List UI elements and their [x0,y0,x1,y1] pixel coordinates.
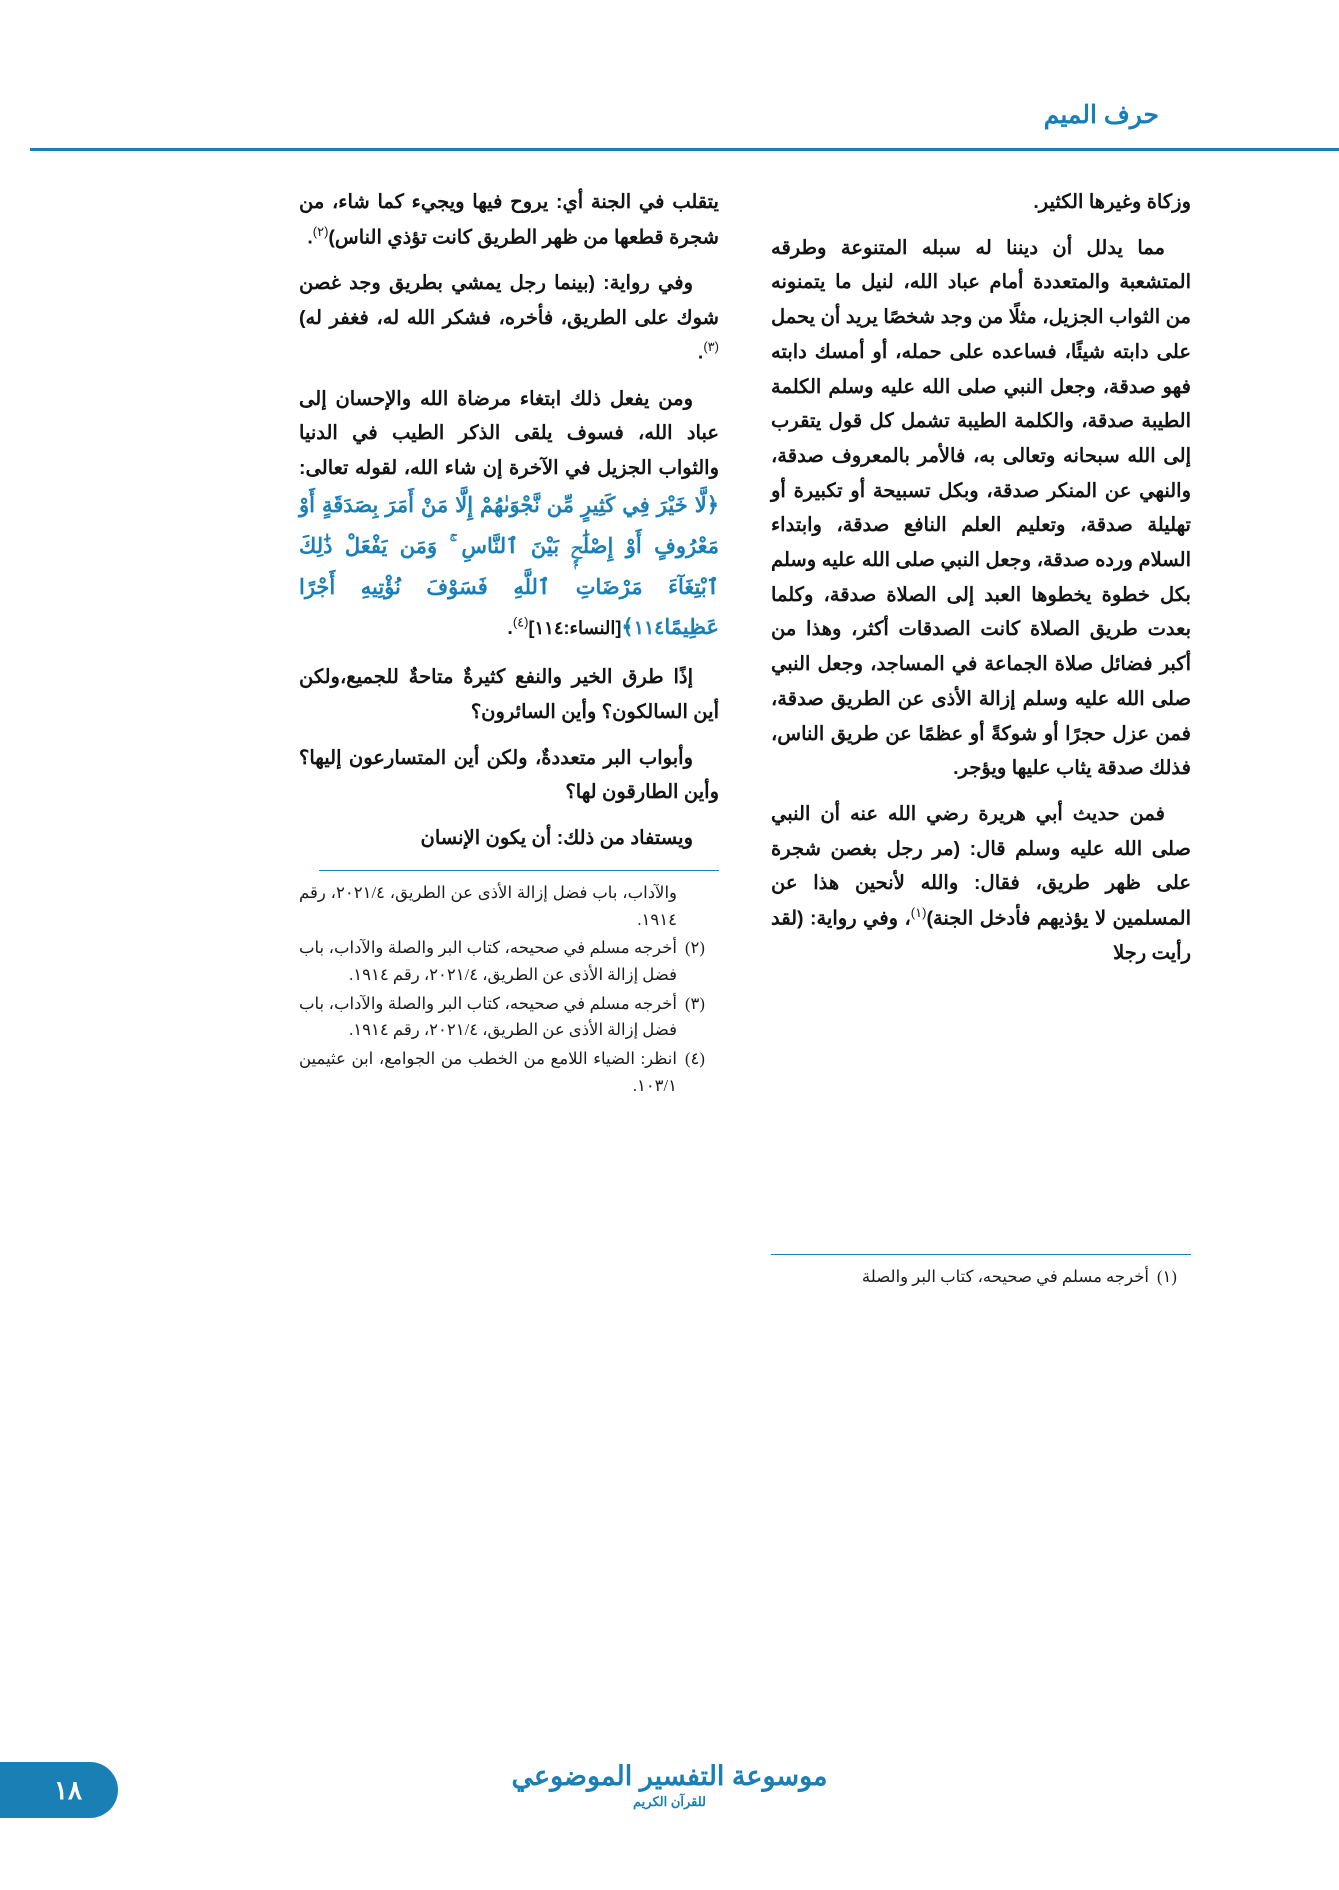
page-number: ١٨ [0,1762,118,1818]
footnote-number: (٤) [685,1049,705,1069]
footnotes-right [771,1240,1191,1293]
verse-open-bracket: ﴿ [706,493,719,517]
footnote-divider-left [319,870,719,871]
page-footer [0,1738,1339,1828]
footnote-item [299,935,719,988]
footnote-item [771,1264,1191,1291]
paragraph-narration [299,266,719,371]
footnote-list-right [771,1264,1191,1291]
footnote-text: والآداب، باب فضل إزالة الأذى عن الطريق، ٢٠٢١/٤، رقم ١٩١٤. [299,882,677,929]
hadith-text-suffix: ، وفي رواية: (لقد رأيت رجلا [771,907,1191,965]
commentary-text: ومن يفعل ذلك ابتغاء مرضاة الله والإحسان إلى عباد الله، فسوف يلقى الذكر الطيب في الدنيا والثواب الجزيل في الآخرة إن شاء الله، لقوله تعالى: [299,387,719,479]
header-divider [30,148,1339,151]
footnote-number [685,880,719,933]
paragraph-commentary [299,382,719,650]
paragraph-period: . [507,617,513,640]
verse-text: لَّا خَيْرَ فِي كَثِيرٍ مِّن نَّجْوَىٰهُمْ إِلَّا مَنْ أَمَرَ بِصَدَقَةٍ أَوْ مَعْرُوفٍ أَوْ إِصْلَٰحٍۭ بَيْنَ ٱلنَّاسِ ۚ وَمَن يَفْعَلْ ذَٰلِكَ ٱبْتِغَآءَ مَرْضَاتِ ٱللَّهِ فَسَوْفَ نُؤْتِيهِ أَجْرًا عَظِيمًا [299,493,719,640]
column-left [299,185,719,1102]
paragraph-hadith [771,797,1191,971]
verse-reference: [النساء:١١٤] [528,618,622,639]
verse-ayah-number: ١١٤ [633,618,665,640]
footnote-item [299,991,719,1044]
logo-title: موسوعة التفسير الموضوعي [511,1761,828,1791]
footnote-text: أخرجه مسلم في صحيحه، كتاب البر والصلة [861,1267,1149,1286]
paragraph-period: . [697,341,704,364]
footnote-text: أخرجه مسلم في صحيحه، كتاب البر والصلة والآداب، باب فضل إزالة الأذى عن الطريق، ٢٠٢١/٤، رقم ١٩١٤. [299,993,677,1040]
paragraph-conclusion-3: ويستفاد من ذلك: أن يكون الإنسان [420,827,693,850]
paragraph-opening: وزكاة وغيرها الكثير. [1033,191,1191,213]
footnote-divider-right [771,1254,1191,1255]
footnote-text: انظر: الضياء اللامع من الخطب من الجوامع، ابن عثيمين ١٠٣/١. [299,1049,677,1095]
footnote-ref-3: (٣) [703,339,719,355]
footnote-item [299,1046,719,1099]
footnote-ref-4: (٤) [512,614,529,630]
footnote-number: (٢) [685,938,705,958]
paragraph-continuation [299,185,719,255]
hadith-text: فمن حديث أبي هريرة رضي الله عنه أن النبي صلى الله عليه وسلم قال: (مر رجل بغصن شجرة على ظهر طريق، فقال: والله لأنحين هذا عن المسلمين لا يؤذيهم فأدخل الجنة) [771,802,1191,930]
column-right [771,185,1191,982]
header-title: حرف الميم [1043,101,1159,129]
footnote-number: (١) [1157,1267,1177,1286]
paragraph-conclusion-1: إذًا طرق الخير والنفع كثيرةٌ متاحةٌ للجميع،ولكن أين السالكون؟ وأين السائرون؟ [299,666,719,724]
paragraph-body-1: مما يدلل أن ديننا له سبله المتنوعة وطرقه المتشعبة والمتعددة أمام عباد الله، لنيل ما يتمنونه من الثواب الجزيل، مثلًا من وجد شخصًا يريد أن يحمل على دابته شيئًا، فساعده على حمله، أو أمسك دابته فهو صدقة، وجعل النبي صلى الله عليه وسلم الكلمة الطيبة صدقة، والكلمة الطيبة تشمل كل قول يتقرب إلى الله سبحانه وتعالى به، فالأمر بالمعروف صدقة، والنهي عن المنكر صدقة، وبكل تسبيحة أو تكبيرة أو تهليلة صدقة، وتعليم العلم النافع صدقة، وابتداء السلام ورده صدقة، وجعل النبي صلى الله عليه وسلم بكل خطوة يخطوها العبد إلى الصلاة صدقة، وكلما بعدت طريق الصلاة كانت الصدقات أكثر، وهذا من أكبر فضائل صلاة الجماعة في المساجد، وجعل النبي صلى الله عليه وسلم إزالة الأذى عن الطريق صدقة، فمن عزل حجرًا أو شوكةً أو عظمًا عن طريق الناس، فذلك صدقة يثاب عليها ويؤجر. [771,236,1191,780]
paragraph-period: . [307,226,313,249]
logo-subtitle: للقرآن الكريم [633,1794,706,1809]
paragraph-conclusion-2: وأبواب البر متعددةٌ، ولكن أين المتسارعون إليها؟ وأين الطارقون لها؟ [299,746,719,804]
footnote-ref-2: (٢) [312,223,329,239]
page-header [0,100,1339,160]
narration-text: وفي رواية: (بينما رجل يمشي بطريق وجد غصن شوك على الطريق، فأخره، فشكر الله له، فغفر له) [299,271,719,329]
verse-close-bracket: ﴾ [621,616,634,640]
footnote-ref-1: (١) [910,905,927,921]
footnote-list-left [299,880,719,1100]
paragraph-continuation-text: يتقلب في الجنة أي: يروح فيها ويجيء كما شاء، من شجرة قطعها من ظهر الطريق كانت تؤذي الناس) [299,191,719,249]
publisher-logo [511,1761,827,1810]
footnote-item [299,880,719,933]
footnote-number: (٣) [685,993,705,1013]
footnote-text: أخرجه مسلم في صحيحه، كتاب البر والصلة والآداب، باب فضل إزالة الأذى عن الطريق، ٢٠٢١/٤، رقم ١٩١٤. [299,938,677,985]
